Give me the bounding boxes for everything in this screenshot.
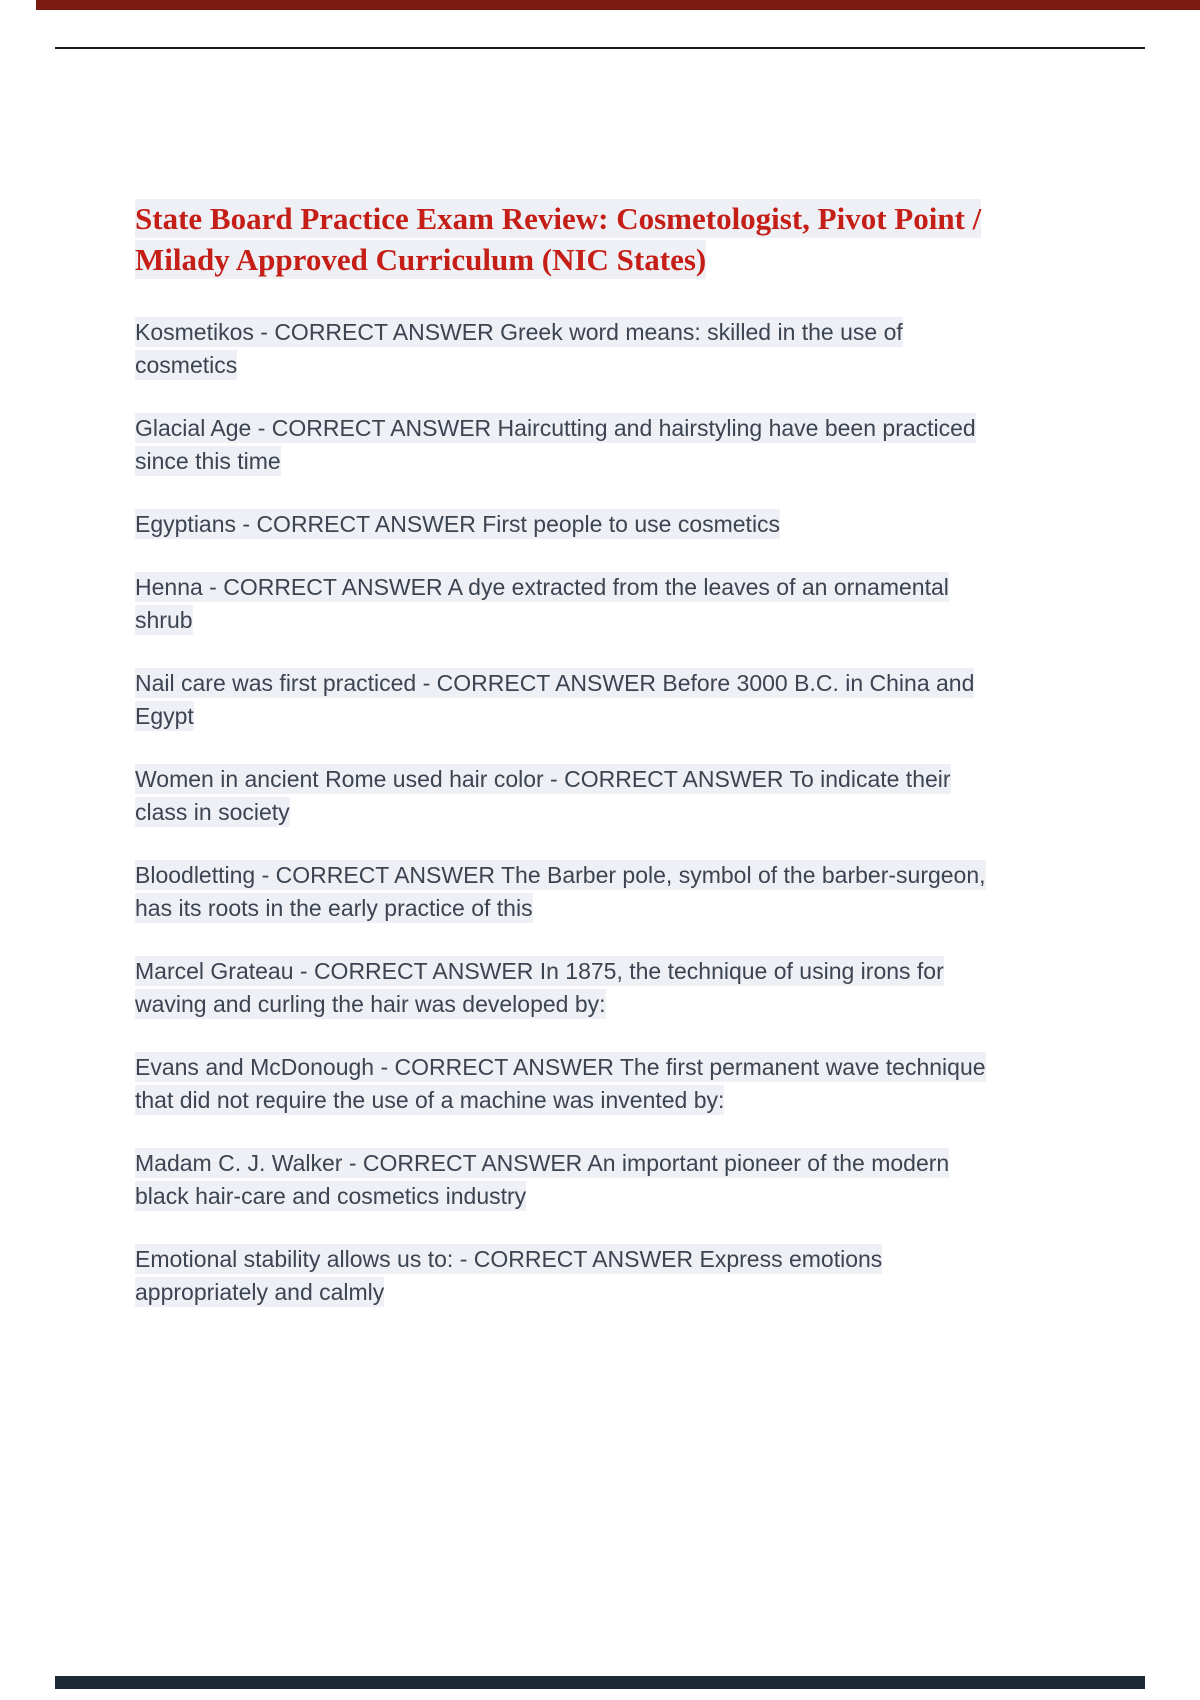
qa-item: Marcel Grateau - CORRECT ANSWER In 1875, the technique of using irons for waving and curling the hair was developed by: [135,958,944,1017]
qa-item: Glacial Age - CORRECT ANSWER Haircutting and hairstyling have been practiced since this time [135,415,976,474]
qa-item: Egyptians - CORRECT ANSWER First people to use cosmetics [135,511,781,537]
page-title [135,198,993,280]
footer-bar [55,1676,1145,1689]
page-title-text: State Board Practice Exam Review: Cosmetologist, Pivot Point / Milady Approved Curriculum (NIC States) [135,201,982,277]
header-rule [55,47,1145,49]
qa-item: Madam C. J. Walker - CORRECT ANSWER An important pioneer of the modern black hair-care and cosmetics industry [135,1150,950,1209]
qa-item: Kosmetikos - CORRECT ANSWER Greek word means: skilled in the use of cosmetics [135,319,903,378]
qa-item: Nail care was first practiced - CORRECT ANSWER Before 3000 B.C. in China and Egypt [135,670,975,729]
qa-item: Women in ancient Rome used hair color - CORRECT ANSWER To indicate their class in society [135,766,951,825]
document-content [135,198,993,1339]
top-accent-bar [36,0,1200,10]
qa-item: Emotional stability allows us to: - CORRECT ANSWER Express emotions appropriately and calmly [135,1246,883,1305]
qa-item: Bloodletting - CORRECT ANSWER The Barber pole, symbol of the barber-surgeon, has its roots in the early practice of this [135,862,986,921]
qa-item: Evans and McDonough - CORRECT ANSWER The first permanent wave technique that did not require the use of a machine was invented by: [135,1054,986,1113]
qa-item: Henna - CORRECT ANSWER A dye extracted from the leaves of an ornamental shrub [135,574,949,633]
